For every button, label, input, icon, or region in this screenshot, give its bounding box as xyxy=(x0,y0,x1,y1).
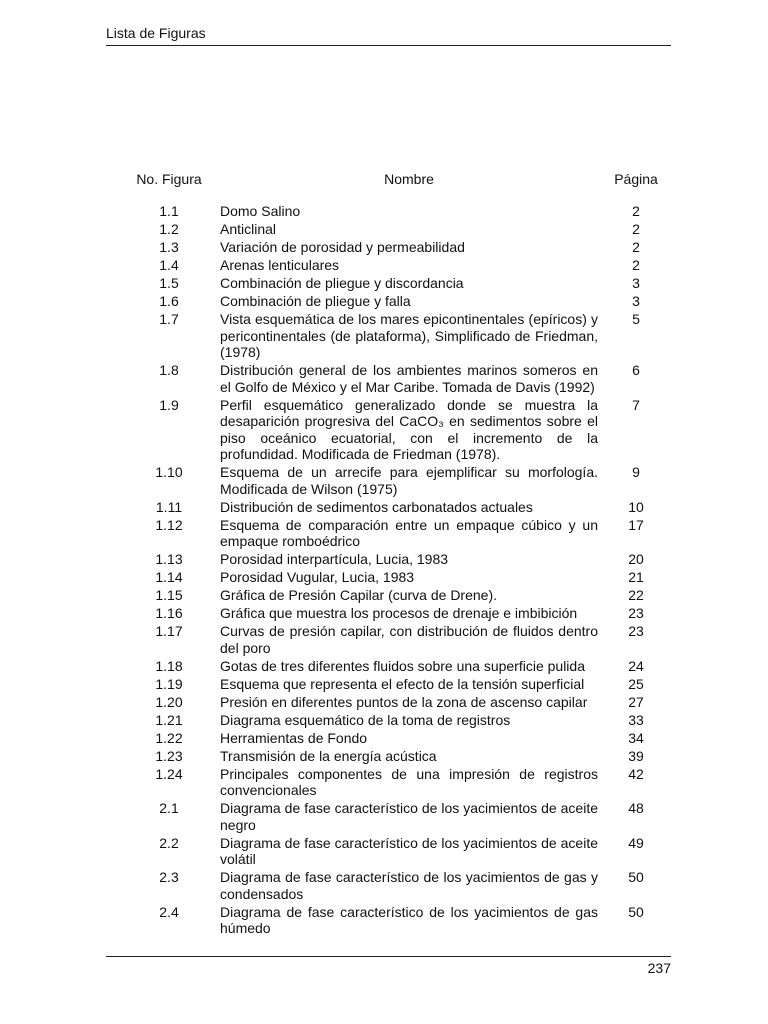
figure-number: 1.7 xyxy=(159,311,179,327)
figure-number: 1.14 xyxy=(155,569,183,585)
figure-page: 22 xyxy=(628,587,644,603)
column-header-page: Página xyxy=(614,171,658,187)
figure-name: Diagrama esquemático de la toma de registros xyxy=(220,711,511,728)
figure-name: Variación de porosidad y permeabilidad xyxy=(220,239,465,255)
figure-number: 1.22 xyxy=(155,729,183,746)
figure-name: Diagrama de fase característico de los yacimientos de gas y condensados xyxy=(220,869,598,902)
list-item xyxy=(0,605,768,622)
figure-name: Arenas lenticulares xyxy=(220,257,340,273)
figure-page: 23 xyxy=(628,605,644,621)
figure-page: 34 xyxy=(628,729,644,746)
figure-page: 6 xyxy=(632,362,640,378)
figure-page: 3 xyxy=(632,293,640,309)
column-headers xyxy=(0,170,768,188)
figure-page: 10 xyxy=(628,498,644,515)
list-item xyxy=(0,499,768,516)
figure-number: 2.3 xyxy=(159,869,179,885)
figure-name: Perfil esquemático generalizado donde se muestra la desaparición progresiva del CaCO₃ en sedimentos sobre el piso oceánico ecuatorial, con el incremento de la profundidad. Modificada de Friedman (1978). xyxy=(220,396,598,462)
list-item xyxy=(0,275,768,292)
figure-number: 1.18 xyxy=(155,657,183,674)
figure-page: 24 xyxy=(628,657,644,674)
page-header xyxy=(106,24,671,46)
list-item xyxy=(0,397,768,463)
list-item xyxy=(0,623,768,656)
figure-number: 1.23 xyxy=(155,747,183,764)
figure-page: 2 xyxy=(632,257,640,273)
figure-name: Esquema que representa el efecto de la tensión superficial xyxy=(220,675,585,692)
page-footer xyxy=(106,956,671,976)
list-item xyxy=(0,694,768,711)
list-item xyxy=(0,311,768,361)
list-item xyxy=(0,464,768,497)
figure-page: 3 xyxy=(632,275,640,291)
figure-number: 1.1 xyxy=(159,203,179,219)
figure-name: Combinación de pliegue y discordancia xyxy=(220,275,464,291)
figure-name: Gráfica que muestra los procesos de drenaje e imbibición xyxy=(220,605,578,621)
figure-page: 50 xyxy=(628,869,644,885)
figure-page: 7 xyxy=(632,396,640,413)
figure-name: Esquema de comparación entre un empaque cúbico y un empaque romboédrico xyxy=(220,516,598,549)
figure-number: 1.17 xyxy=(155,623,183,639)
list-item xyxy=(0,551,768,568)
figure-name: Distribución de sedimentos carbonatados actuales xyxy=(220,498,533,515)
figure-number: 1.4 xyxy=(159,257,179,273)
figure-number: 1.15 xyxy=(155,587,183,603)
list-item xyxy=(0,293,768,310)
figure-page: 9 xyxy=(632,464,640,480)
figure-page: 49 xyxy=(628,834,644,851)
list-item xyxy=(0,658,768,675)
list-item xyxy=(0,239,768,256)
figure-number: 1.8 xyxy=(159,362,179,378)
figure-name: Presión en diferentes puntos de la zona de ascenso capilar xyxy=(220,693,588,710)
column-header-name: Nombre xyxy=(384,171,434,187)
figure-name: Porosidad Vugular, Lucia, 1983 xyxy=(220,569,415,585)
figure-name: Diagrama de fase característico de los yacimientos de aceite volátil xyxy=(220,834,598,867)
list-item xyxy=(0,835,768,868)
figure-page: 21 xyxy=(628,569,644,585)
list-item xyxy=(0,800,768,833)
list-item xyxy=(0,587,768,604)
list-item xyxy=(0,569,768,586)
figure-number: 1.24 xyxy=(155,765,183,782)
figure-page: 27 xyxy=(628,693,644,710)
figure-number: 2.4 xyxy=(159,903,179,920)
figure-page: 5 xyxy=(632,311,640,327)
figure-name: Principales componentes de una impresión de registros convencionales xyxy=(220,765,598,798)
figure-page: 17 xyxy=(628,516,644,533)
figure-page: 33 xyxy=(628,711,644,728)
list-item xyxy=(0,221,768,238)
figure-name: Domo Salino xyxy=(220,203,301,219)
figure-number: 2.2 xyxy=(159,834,179,851)
figure-page: 2 xyxy=(632,203,640,219)
figure-number: 1.16 xyxy=(155,605,183,621)
figure-number: 1.2 xyxy=(159,221,179,237)
figure-name: Vista esquemática de los mares epicontinentales (epíricos) y pericontinentales (de plataforma), Simplificado de Friedman, (1978) xyxy=(220,311,598,360)
figure-name: Transmisión de la energía acústica xyxy=(220,747,437,764)
figure-name: Porosidad interpartícula, Lucia, 1983 xyxy=(220,551,449,567)
figure-number: 1.11 xyxy=(155,498,183,515)
list-item xyxy=(0,203,768,220)
figure-number: 1.5 xyxy=(159,275,179,291)
figure-page: 20 xyxy=(628,551,644,567)
figure-page: 48 xyxy=(628,800,644,816)
list-item xyxy=(0,766,768,799)
list-item xyxy=(0,362,768,395)
figure-page: 42 xyxy=(628,765,644,782)
figure-name: Combinación de pliegue y falla xyxy=(220,293,411,309)
figure-number: 1.3 xyxy=(159,239,179,255)
figure-number: 2.1 xyxy=(159,800,179,816)
page-number: 237 xyxy=(647,960,671,976)
figure-number: 1.10 xyxy=(155,464,183,480)
list-item xyxy=(0,748,768,765)
figure-number: 1.20 xyxy=(155,693,183,710)
figure-number: 1.13 xyxy=(155,551,183,567)
list-item xyxy=(0,257,768,274)
figure-name: Distribución general de los ambientes marinos someros en el Golfo de México y el Mar Caribe. Tomada de Davis (1992) xyxy=(220,362,598,395)
list-item xyxy=(0,869,768,902)
figure-name: Gotas de tres diferentes fluidos sobre una superficie pulida xyxy=(220,657,585,674)
figure-page: 50 xyxy=(628,903,644,920)
header-title: Lista de Figuras xyxy=(106,25,206,41)
figure-name: Esquema de un arrecife para ejemplificar su morfología. Modificada de Wilson (1975) xyxy=(220,464,598,497)
figure-page: 2 xyxy=(632,221,640,237)
figure-name: Diagrama de fase característico de los yacimientos de aceite negro xyxy=(220,800,598,833)
figure-list xyxy=(0,203,768,938)
figure-number: 1.19 xyxy=(155,675,183,692)
figure-name: Diagrama de fase característico de los yacimientos de gas húmedo xyxy=(220,903,598,936)
figure-name: Gráfica de Presión Capilar (curva de Drene). xyxy=(220,587,498,603)
figure-number: 1.6 xyxy=(159,293,179,309)
list-item xyxy=(0,517,768,550)
list-item xyxy=(0,676,768,693)
figure-page: 25 xyxy=(628,675,644,692)
figure-name: Anticlinal xyxy=(220,221,277,237)
figure-number: 1.9 xyxy=(159,396,179,413)
figure-number: 1.21 xyxy=(155,711,183,728)
figure-page: 2 xyxy=(632,239,640,255)
figure-name: Curvas de presión capilar, con distribución de fluidos dentro del poro xyxy=(220,623,598,656)
figure-number: 1.12 xyxy=(155,516,183,533)
list-item xyxy=(0,712,768,729)
figure-name: Herramientas de Fondo xyxy=(220,729,368,746)
list-item xyxy=(0,730,768,747)
figure-page: 39 xyxy=(628,747,644,764)
column-header-number: No. Figura xyxy=(136,171,202,187)
figure-page: 23 xyxy=(628,623,644,639)
list-item xyxy=(0,904,768,937)
